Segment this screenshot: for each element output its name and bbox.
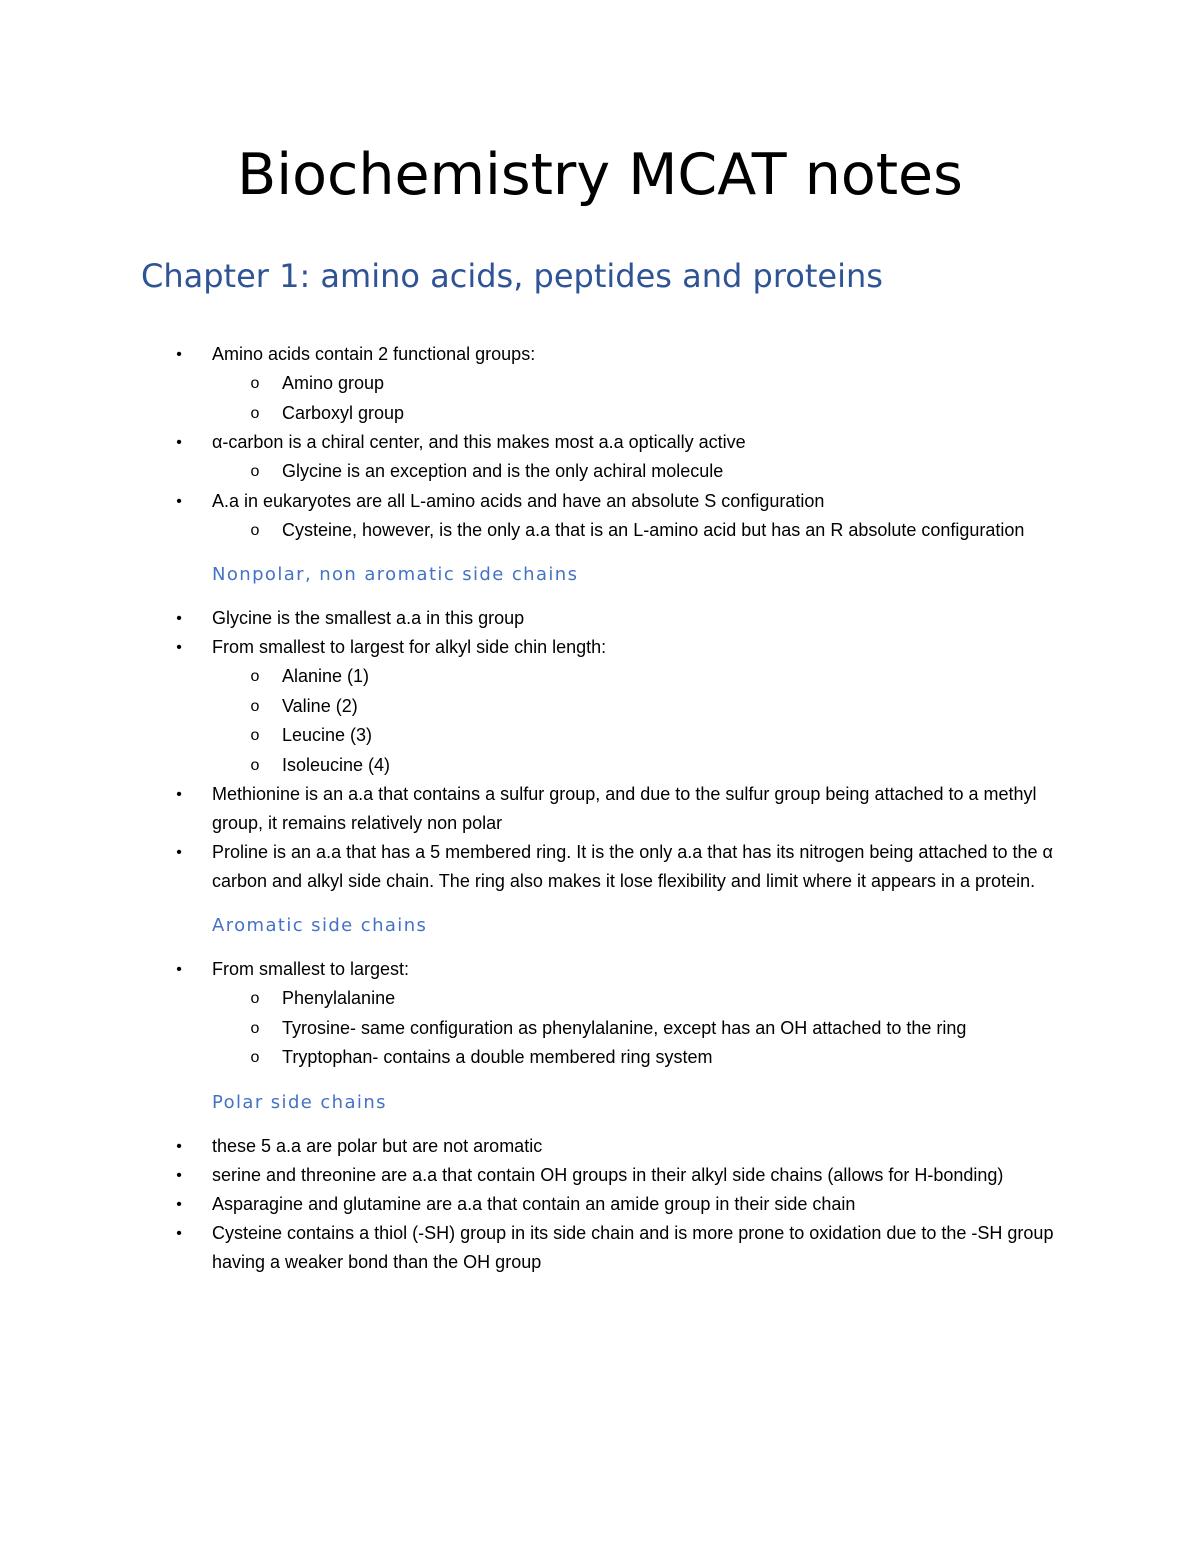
bullet-icon: •: [176, 434, 182, 451]
sub-list: [212, 662, 1060, 780]
bullet-item: [0, 487, 1200, 546]
sub-bullet-item: [212, 457, 1060, 487]
bullet-icon: •: [176, 1137, 182, 1155]
circle-bullet-icon: o: [250, 521, 260, 539]
bullet-item: [0, 428, 1200, 487]
circle-bullet-icon: o: [250, 727, 260, 744]
bullet-text: Cysteine contains a thiol (-SH) group in its side chain and is more prone to oxidation due to the -SH group having a weaker bond than the OH group: [212, 1222, 1054, 1272]
bullet-icon: •: [176, 1224, 182, 1242]
document-body: [0, 340, 1200, 1277]
chapter-heading: Chapter 1: amino acids, peptides and proteins: [141, 257, 883, 295]
sub-list: [212, 516, 1060, 546]
sub-bullet-item: [212, 721, 1060, 751]
bullet-text: serine and threonine are a.a that contain OH groups in their alkyl side chains (allows for H-bonding): [212, 1164, 1004, 1185]
sub-bullet-text: Glycine is an exception and is the only achiral molecule: [282, 461, 724, 481]
sub-bullet-item: [212, 692, 1060, 722]
document-title: Biochemistry MCAT notes: [237, 142, 963, 208]
bullet-icon: •: [176, 1166, 182, 1184]
sub-bullet-item: [212, 662, 1060, 692]
bullet-item: [0, 1161, 1200, 1190]
sub-bullet-item: [212, 516, 1060, 546]
sub-bullet-text: Tyrosine- same configuration as phenylalanine, except has an OH attached to the ring: [282, 1017, 967, 1038]
bullet-icon: •: [176, 844, 182, 861]
sub-bullet-text: Phenylalanine: [282, 988, 396, 1008]
sub-bullet-text: Carboxyl group: [282, 402, 405, 423]
sub-list: [212, 984, 1060, 1073]
nonpolar-list: [0, 604, 1200, 896]
circle-bullet-icon: o: [250, 1049, 260, 1066]
circle-bullet-icon: o: [250, 697, 260, 715]
bullet-text: these 5 a.a are polar but are not aromatic: [212, 1135, 543, 1156]
bullet-item: [0, 604, 1200, 633]
bullet-item: [0, 1219, 1200, 1277]
bullet-text: Proline is an a.a that has a 5 membered ring. It is the only a.a that has its nitrogen being attached to the α carbon and alkyl side chain. The ring also makes it lose flexibility and limit where it appears in a protein.: [212, 842, 1053, 891]
bullet-item: [0, 1190, 1200, 1219]
bullet-icon: •: [176, 492, 182, 510]
circle-bullet-icon: o: [250, 990, 260, 1007]
sub-bullet-text: Tryptophan- contains a double membered ring system: [282, 1047, 713, 1067]
bullet-icon: •: [176, 346, 182, 363]
bullet-icon: •: [176, 639, 182, 656]
sub-bullet-item: [212, 369, 1060, 399]
circle-bullet-icon: o: [250, 668, 260, 685]
bullet-text: Amino acids contain 2 functional groups:: [212, 344, 536, 364]
bullet-text: A.a in eukaryotes are all L-amino acids and have an absolute S configuration: [212, 490, 825, 511]
bullet-item: [0, 838, 1200, 896]
bullet-item: [0, 955, 1200, 1073]
sub-list: [212, 457, 1060, 487]
polar-heading: Polar side chains: [212, 1091, 387, 1113]
sub-bullet-text: Isoleucine (4): [282, 754, 391, 775]
sub-bullet-text: Leucine (3): [282, 725, 373, 745]
bullet-item: [0, 780, 1200, 838]
circle-bullet-icon: o: [250, 463, 260, 480]
circle-bullet-icon: o: [250, 756, 260, 774]
aromatic-heading: Aromatic side chains: [212, 915, 428, 936]
bullet-item: [0, 1132, 1200, 1161]
nonpolar-heading: Nonpolar, non aromatic side chains: [212, 564, 579, 585]
circle-bullet-icon: o: [250, 404, 260, 422]
circle-bullet-icon: o: [250, 1019, 260, 1037]
sub-bullet-text: Amino group: [282, 373, 385, 393]
bullet-item: [0, 340, 1200, 428]
sub-bullet-text: Cysteine, however, is the only a.a that is an L-amino acid but has an R absolute configuration: [282, 519, 1025, 540]
polar-list: [0, 1132, 1200, 1277]
bullet-icon: •: [176, 610, 182, 627]
sub-bullet-item: [212, 751, 1060, 781]
bullet-icon: •: [176, 786, 182, 803]
sub-bullet-item: [212, 1014, 1060, 1044]
aromatic-list: [0, 955, 1200, 1073]
circle-bullet-icon: o: [250, 375, 260, 392]
bullet-icon: •: [176, 961, 182, 978]
bullet-text: Glycine is the smallest a.a in this group: [212, 608, 525, 628]
sub-bullet-item: [212, 1043, 1060, 1073]
intro-list: [0, 340, 1200, 545]
bullet-text: From smallest to largest:: [212, 959, 410, 979]
bullet-item: [0, 633, 1200, 780]
bullet-text: Asparagine and glutamine are a.a that contain an amide group in their side chain: [212, 1193, 856, 1214]
bullet-icon: •: [176, 1195, 182, 1213]
sub-bullet-item: [212, 399, 1060, 429]
sub-bullet-text: Alanine (1): [282, 666, 370, 686]
sub-list: [212, 369, 1060, 428]
bullet-text: α-carbon is a chiral center, and this makes most a.a optically active: [212, 432, 746, 452]
bullet-text: From smallest to largest for alkyl side chin length:: [212, 637, 607, 657]
sub-bullet-item: [212, 984, 1060, 1014]
bullet-text: Methionine is an a.a that contains a sulfur group, and due to the sulfur group being attached to a methyl group, it remains relatively non polar: [212, 784, 1037, 833]
sub-bullet-text: Valine (2): [282, 695, 358, 716]
